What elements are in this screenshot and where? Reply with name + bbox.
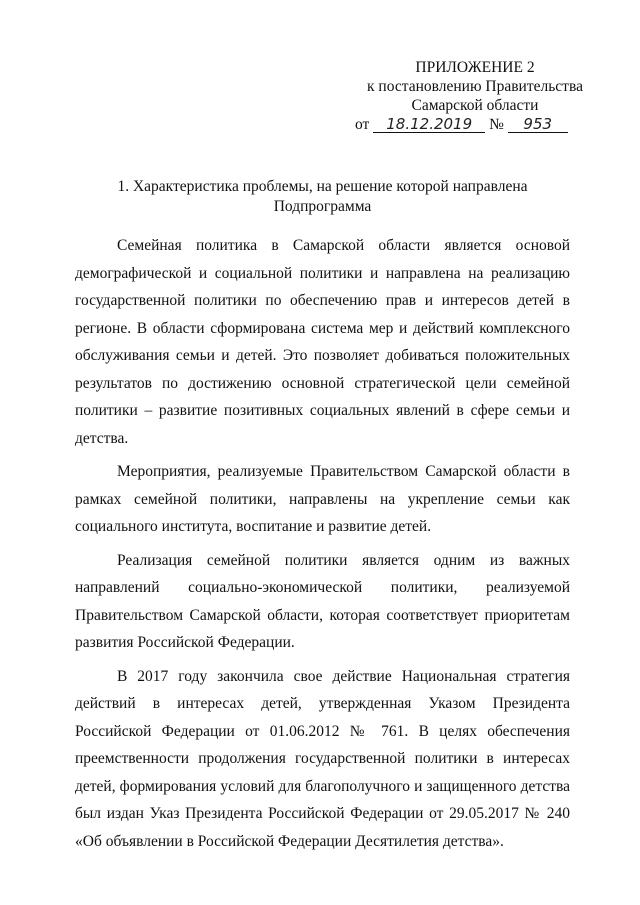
section-title-line-2: Подпрограмма bbox=[273, 198, 372, 215]
paragraph-policy-priorities: Реализация семейной политики является одним из важных направлений социально-экономической политики, реализуемой Правительством Самарской области, которая соответствует приоритетам развития Российской Федерации. bbox=[75, 551, 570, 651]
paragraph-national-strategy: В 2017 году закончила свое действие Национальная стратегия действий в интересах детей, утвержденная Указом Президента Российской Федерации от 01.06.2012 № 761. В целях обеспечения преемственности продолжения государственной политики в интересах детей, формирования условий для благополучного и защищенного детства был издан Указ Президента Российской Федерации от 29.05.2017 № 240 «Об объявлении в Российской Федерации Десятилетия детства». bbox=[75, 667, 570, 850]
section-title-line-1: 1. Характеристика проблемы, на решение которой направлена bbox=[117, 178, 528, 195]
region-name: Самарской области bbox=[411, 97, 539, 114]
handwritten-date: 18.12.2019 bbox=[373, 116, 485, 133]
body-text bbox=[75, 232, 570, 855]
from-label: от bbox=[355, 116, 370, 133]
decree-date-line bbox=[355, 115, 590, 134]
section-title bbox=[75, 177, 570, 217]
paragraph-government-measures: Мероприятия, реализуемые Правительством Самарской области в рамках семейной политики, направлены на укрепление семьи как социального института, воспитание и развитие детей. bbox=[75, 463, 570, 535]
paragraph-family-policy: Семейная политика в Самарской области является основой демографической и социальной политики и направлена на реализацию государственной политики по обеспечению прав и интересов детей в регионе. В области сформирована система мер и действий комплексного обслуживания семьи и детей. Это позволяет добиваться положительных результатов по достижению основной стратегической цели семейной политики – развитие позитивных социальных явлений в сфере семьи и детства. bbox=[75, 237, 570, 447]
appendix-number: ПРИЛОЖЕНИЕ 2 bbox=[415, 59, 535, 76]
handwritten-number: 953 bbox=[508, 116, 568, 133]
appendix-header bbox=[355, 58, 590, 134]
number-label: № bbox=[489, 116, 504, 133]
decree-reference: к постановлению Правительства bbox=[367, 78, 583, 95]
